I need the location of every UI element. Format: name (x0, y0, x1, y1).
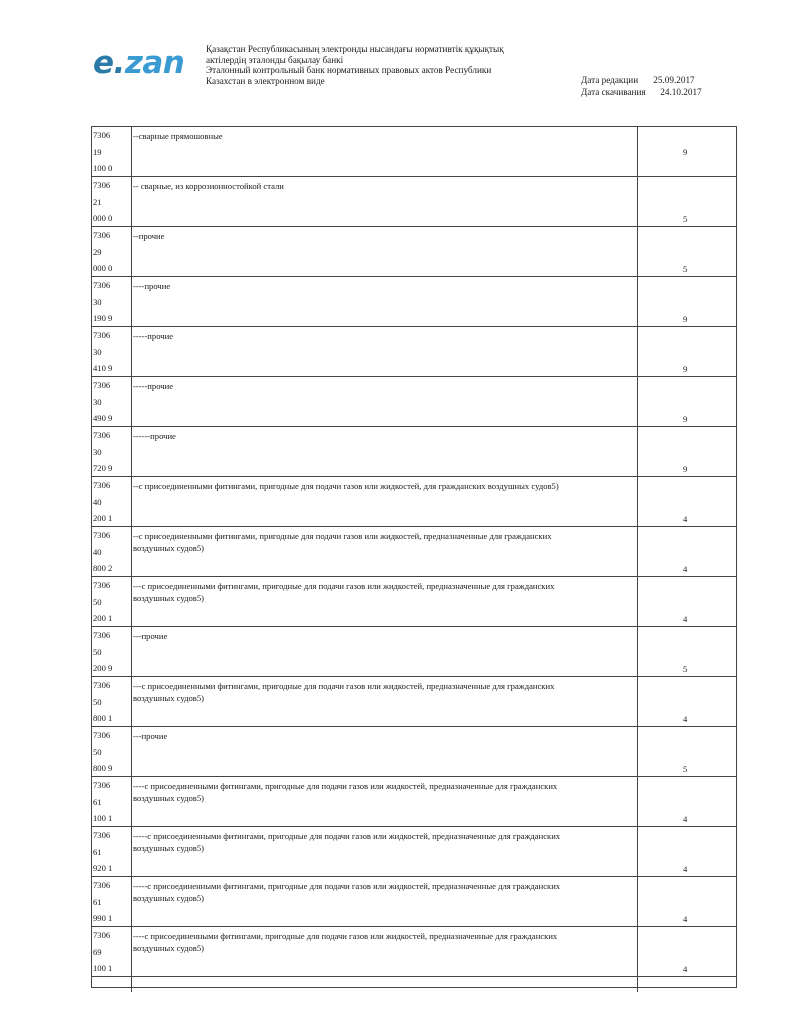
tariff-code-part: 200 1 (93, 513, 113, 523)
empty-table-row (92, 977, 736, 992)
goods-description-cell: --прочие (133, 231, 165, 241)
tariff-code-part: 40 (93, 546, 102, 557)
duty-rate-cell (637, 527, 736, 576)
duty-rate-cell (637, 877, 736, 926)
tariff-code-part: 7306 (93, 330, 111, 340)
goods-description-cell: ---прочие (133, 631, 168, 641)
tariff-table (91, 126, 737, 988)
goods-description-cell: -----с присоединенными фитингами, пригодные для подачи газов или жидкостей, предназначенные для гражданских воздушных судов5) (133, 831, 561, 853)
tariff-code-part: 7306 (93, 630, 111, 640)
tariff-code-part: 19 (93, 146, 102, 157)
tariff-code-part: 61 (93, 846, 102, 857)
duty-rate-cell (637, 927, 736, 976)
duty-rate-cell (637, 677, 736, 726)
table-row (92, 677, 736, 727)
tariff-code-part: 50 (93, 596, 102, 607)
duty-rate-value: 4 (683, 864, 688, 874)
duty-rate-value: 5 (683, 764, 688, 774)
table-row (92, 427, 736, 477)
edit-date-label: Дата редакции (581, 75, 639, 85)
tariff-code-cell (92, 627, 132, 676)
tariff-code-part: 000 0 (93, 213, 113, 223)
tariff-code-part: 7306 (93, 880, 111, 890)
goods-description-cell: -- сварные, из коррозионностойкой стали (133, 181, 284, 191)
tariff-code-part: 30 (93, 296, 102, 307)
tariff-code-cell (92, 727, 132, 776)
tariff-code-part: 200 9 (93, 663, 113, 673)
table-row (92, 877, 736, 927)
duty-rate-cell (637, 577, 736, 626)
goods-description-cell: -----с присоединенными фитингами, пригодные для подачи газов или жидкостей, предназначенные для гражданских воздушных судов5) (133, 881, 561, 903)
edit-date-value: 25.09.2017 (653, 75, 695, 85)
goods-description-cell: ---с присоединенными фитингами, пригодные для подачи газов или жидкостей, предназначенные для гражданских воздушных судов5) (133, 681, 555, 703)
goods-description-cell: --сварные прямошовные (133, 131, 223, 141)
tariff-code-part: 30 (93, 346, 102, 357)
duty-rate-cell (637, 477, 736, 526)
table-row (92, 477, 736, 527)
tariff-code-part: 69 (93, 946, 102, 957)
tariff-code-part: 7306 (93, 380, 111, 390)
tariff-code-part: 7306 (93, 780, 111, 790)
tariff-code-part: 30 (93, 446, 102, 457)
tariff-code-part: 100 1 (93, 813, 113, 823)
table-row (92, 127, 736, 177)
tariff-code-part: 30 (93, 396, 102, 407)
duty-rate-value: 4 (683, 564, 688, 574)
logo-letter-e: e (93, 45, 114, 81)
duty-rate-value: 5 (683, 664, 688, 674)
empty-rate-cell (637, 977, 736, 992)
table-row (92, 227, 736, 277)
logo-word-zan: zan (124, 45, 185, 81)
duty-rate-value: 4 (683, 514, 688, 524)
goods-description-cell: ----с присоединенными фитингами, пригодные для подачи газов или жидкостей, предназначенные для гражданских воздушных судов5) (133, 931, 558, 953)
tariff-code-part: 7306 (93, 280, 111, 290)
duty-rate-value: 4 (683, 714, 688, 724)
duty-rate-cell (637, 377, 736, 426)
duty-rate-cell (637, 327, 736, 376)
tariff-code-part: 29 (93, 246, 102, 257)
duty-rate-value: 9 (683, 364, 688, 374)
tariff-code-part: 7306 (93, 180, 111, 190)
tariff-code-part: 21 (93, 196, 102, 207)
tariff-code-part: 800 1 (93, 713, 113, 723)
tariff-code-part: 50 (93, 746, 102, 757)
tariff-code-cell (92, 377, 132, 426)
duty-rate-value: 4 (683, 614, 688, 624)
goods-description-cell: --с присоединенными фитингами, пригодные для подачи газов или жидкостей, предназначенные для гражданских воздушных судов5) (133, 531, 552, 553)
table-row (92, 577, 736, 627)
duty-rate-value: 4 (683, 814, 688, 824)
tariff-code-cell (92, 527, 132, 576)
tariff-code-part: 50 (93, 696, 102, 707)
duty-rate-cell (637, 177, 736, 226)
duty-rate-cell (637, 227, 736, 276)
empty-code-cell (92, 977, 132, 992)
tariff-code-part: 490 9 (93, 413, 113, 423)
tariff-code-part: 7306 (93, 580, 111, 590)
tariff-code-part: 7306 (93, 130, 111, 140)
tariff-code-cell (92, 277, 132, 326)
table-row (92, 377, 736, 427)
duty-rate-value: 4 (683, 914, 688, 924)
tariff-code-cell (92, 577, 132, 626)
tariff-code-part: 100 0 (93, 163, 113, 173)
tariff-code-part: 61 (93, 896, 102, 907)
tariff-code-part: 920 1 (93, 863, 113, 873)
duty-rate-value: 9 (683, 414, 688, 424)
tariff-code-cell (92, 327, 132, 376)
duty-rate-cell (637, 627, 736, 676)
duty-rate-value: 4 (683, 964, 688, 974)
table-row (92, 827, 736, 877)
header-line: Эталонный контрольный банк нормативных правовых актов Республики (206, 65, 492, 76)
goods-description-cell: ------прочие (133, 431, 176, 441)
header-line: актілердің эталонды бақылау банкі (206, 54, 344, 65)
goods-description-cell: --с присоединенными фитингами, пригодные для подачи газов или жидкостей, для гражданских воздушных судов5) (133, 481, 559, 491)
duty-rate-cell (637, 427, 736, 476)
tariff-code-part: 000 0 (93, 263, 113, 273)
tariff-code-part: 40 (93, 496, 102, 507)
goods-description-cell: ---с присоединенными фитингами, пригодные для подачи газов или жидкостей, предназначенные для гражданских воздушных судов5) (133, 581, 555, 603)
tariff-code-cell (92, 177, 132, 226)
duty-rate-cell (637, 127, 736, 176)
table-row (92, 177, 736, 227)
tariff-code-cell (92, 677, 132, 726)
header-line: Қазақстан Республикасының электронды нысандағы нормативтік құқықтық (206, 44, 504, 54)
duty-rate-cell (637, 777, 736, 826)
goods-description-cell: ----с присоединенными фитингами, пригодные для подачи газов или жидкостей, предназначенные для гражданских воздушных судов5) (133, 781, 558, 803)
download-date (581, 87, 702, 97)
tariff-code-part: 7306 (93, 430, 111, 440)
table-row (92, 727, 736, 777)
document-header (206, 44, 504, 86)
tariff-code-part: 190 9 (93, 313, 113, 323)
tariff-code-part: 990 1 (93, 913, 113, 923)
duty-rate-value: 9 (683, 147, 688, 157)
tariff-code-part: 7306 (93, 480, 111, 490)
header-line: Казахстан в электронном виде (206, 75, 325, 86)
table-row (92, 927, 736, 977)
goods-description-cell: -----прочие (133, 381, 174, 391)
download-date-value: 24.10.2017 (660, 87, 702, 97)
duty-rate-value: 9 (683, 464, 688, 474)
tariff-code-part: 410 9 (93, 363, 113, 373)
download-date-label: Дата скачивания (581, 87, 646, 97)
duty-rate-cell (637, 727, 736, 776)
goods-description-cell: ---прочие (133, 731, 168, 741)
goods-description-cell: -----прочие (133, 331, 174, 341)
tariff-code-cell (92, 427, 132, 476)
edit-date (581, 75, 695, 85)
duty-rate-cell (637, 827, 736, 876)
tariff-code-cell (92, 227, 132, 276)
tariff-code-part: 7306 (93, 830, 111, 840)
tariff-code-cell (92, 927, 132, 976)
tariff-code-part: 50 (93, 646, 102, 657)
tariff-code-cell (92, 827, 132, 876)
tariff-code-part: 200 1 (93, 613, 113, 623)
tariff-code-part: 7306 (93, 930, 111, 940)
duty-rate-value: 5 (683, 264, 688, 274)
tariff-code-part: 7306 (93, 680, 111, 690)
table-row (92, 627, 736, 677)
tariff-code-cell (92, 777, 132, 826)
goods-description-cell: ----прочие (133, 281, 171, 291)
tariff-code-part: 100 1 (93, 963, 113, 973)
tariff-code-part: 7306 (93, 530, 111, 540)
tariff-code-cell (92, 477, 132, 526)
tariff-code-part: 800 2 (93, 563, 113, 573)
ezan-logo (93, 45, 185, 81)
table-row (92, 527, 736, 577)
tariff-code-part: 61 (93, 796, 102, 807)
duty-rate-cell (637, 277, 736, 326)
tariff-code-part: 7306 (93, 730, 111, 740)
duty-rate-value: 5 (683, 214, 688, 224)
tariff-code-part: 800 9 (93, 763, 113, 773)
tariff-code-cell (92, 877, 132, 926)
logo-dot: . (113, 45, 125, 81)
table-row (92, 277, 736, 327)
tariff-code-part: 720 9 (93, 463, 113, 473)
table-row (92, 327, 736, 377)
tariff-code-part: 7306 (93, 230, 111, 240)
duty-rate-value: 9 (683, 314, 688, 324)
table-row (92, 777, 736, 827)
tariff-code-cell (92, 127, 132, 176)
